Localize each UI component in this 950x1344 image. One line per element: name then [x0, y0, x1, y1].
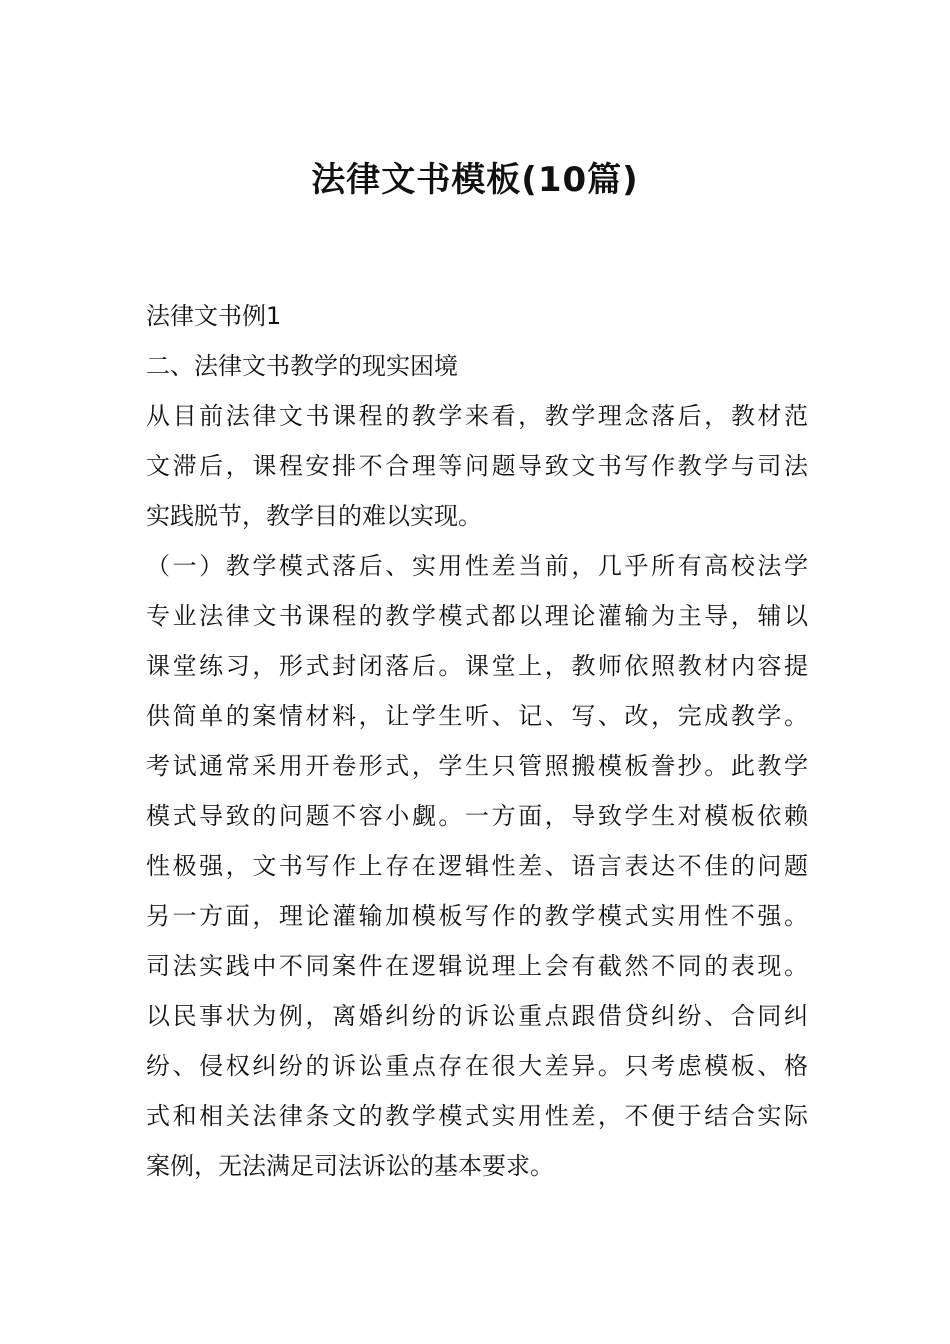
paragraph-line: 考试通常采用开卷形式，学生只管照搬模板誊抄。此教学 [146, 752, 808, 780]
paragraph-line: 式和相关法律条文的教学模式实用性差，不便于结合实际 [146, 1102, 808, 1130]
paragraph-line: 模式导致的问题不容小觑。一方面，导致学生对模板依赖 [146, 802, 808, 830]
paragraph-line: 案例，无法满足司法诉讼的基本要求。 [146, 1152, 554, 1180]
section-heading: 法律文书例1 [146, 302, 282, 330]
subsection-heading: 二、法律文书教学的现实困境 [146, 352, 458, 380]
paragraph-line: 以民事状为例，离婚纠纷的诉讼重点跟借贷纠纷、合同纠 [146, 1002, 808, 1030]
paragraph-line: 从目前法律文书课程的教学来看，教学理念落后，教材范 [146, 402, 808, 430]
paragraph-line: 专业法律文书课程的教学模式都以理论灌输为主导，辅以 [146, 602, 808, 630]
paragraph-line: 纷、侵权纠纷的诉讼重点存在很大差异。只考虑模板、格 [146, 1052, 808, 1080]
paragraph-line: 司法实践中不同案件在逻辑说理上会有截然不同的表现。 [146, 952, 808, 980]
paragraph-line: 性极强，文书写作上存在逻辑性差、语言表达不佳的问题 [146, 852, 808, 880]
document-title: 法律文书模板(10篇) [311, 160, 639, 200]
document-body [146, 291, 808, 1191]
paragraph-line: 供简单的案情材料，让学生听、记、写、改，完成教学。 [146, 702, 808, 730]
paragraph-line: 课堂练习，形式封闭落后。课堂上，教师依照教材内容提 [146, 652, 808, 680]
paragraph-line: 文滞后，课程安排不合理等问题导致文书写作教学与司法 [146, 452, 808, 480]
paragraph-line: （一）教学模式落后、实用性差当前，几乎所有高校法学 [146, 552, 808, 580]
paragraph-line: 实践脱节，教学目的难以实现。 [146, 502, 482, 530]
paragraph-line: 另一方面，理论灌输加模板写作的教学模式实用性不强。 [146, 902, 808, 930]
